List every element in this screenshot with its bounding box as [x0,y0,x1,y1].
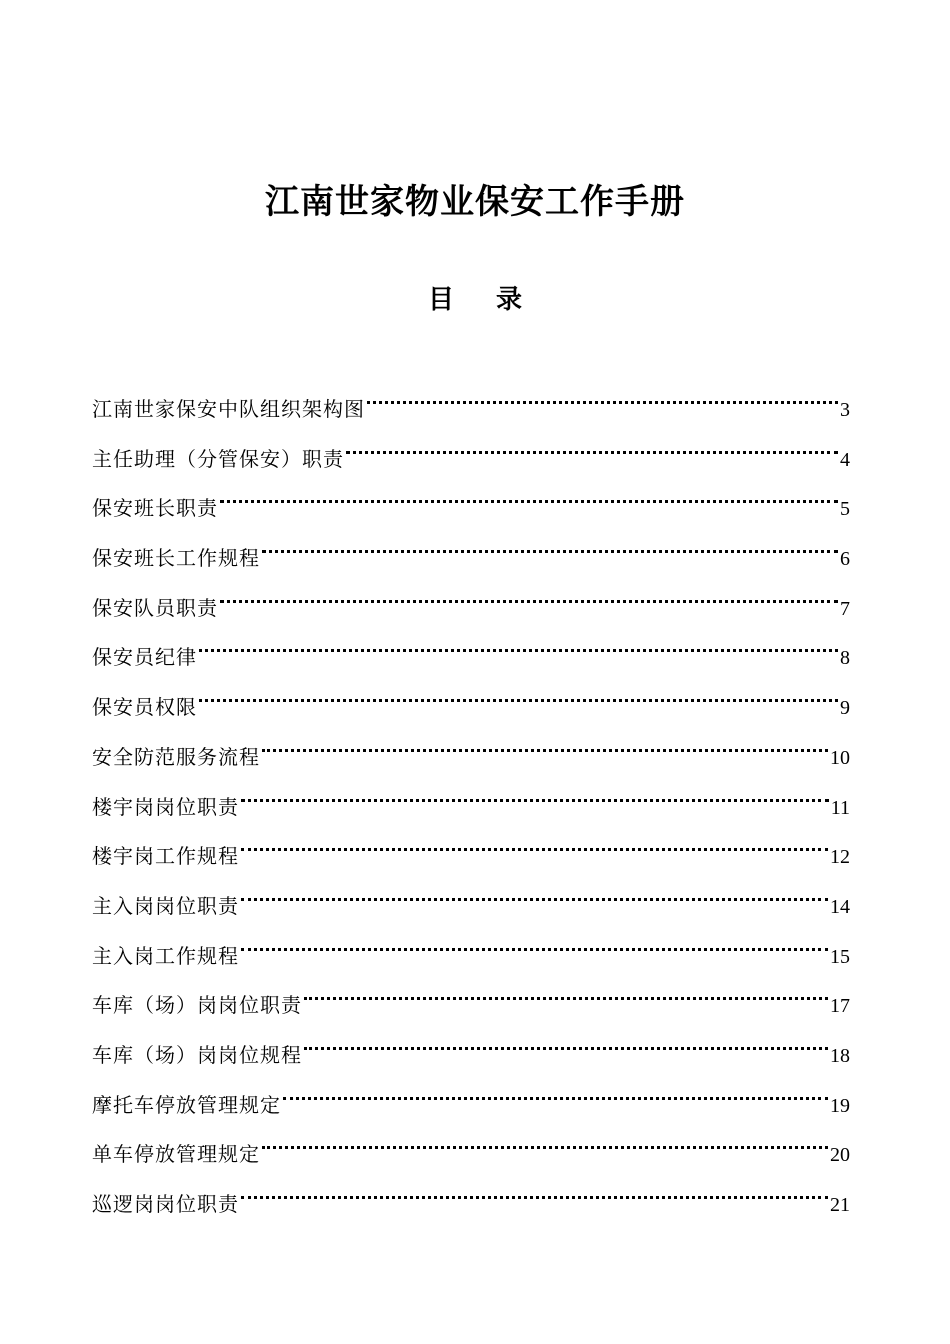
toc-entry-page-number: 15 [830,945,850,968]
toc-entry-main-entrance-duties[interactable] [92,877,850,927]
toc-dot-leader [260,728,830,764]
toc-entry-page-number: 7 [840,597,850,620]
toc-entry-org-chart[interactable] [92,380,850,430]
toc-entry-label: 江南世家保安中队组织架构图 [92,397,365,421]
toc-dot-leader [281,1076,830,1112]
toc-entry-garage-post-duties[interactable] [92,976,850,1026]
toc-heading-char-1: 目 [427,285,454,315]
toc-entry-squad-leader-procedures[interactable] [92,529,850,579]
toc-entry-page-number: 5 [840,498,850,521]
toc-entry-label: 单车停放管理规定 [92,1142,260,1167]
toc-entry-label: 安全防范服务流程 [92,744,260,769]
toc-entry-building-post-procedures[interactable] [92,827,850,877]
toc-entry-label: 楼宇岗岗位职责 [92,794,239,819]
toc-entry-main-entrance-procedures[interactable] [92,927,850,977]
toc-entry-page-number: 4 [840,448,850,471]
toc-entry-assistant-director-duties[interactable] [92,430,850,480]
toc-entry-page-number: 11 [830,796,850,819]
toc-entry-label: 保安员权限 [92,695,197,720]
toc-entry-label: 主任助理（分管保安）职责 [92,446,344,471]
toc-entry-bicycle-parking-rules[interactable] [92,1125,850,1175]
toc-entry-building-post-duties[interactable] [92,778,850,828]
toc-entry-page-number: 6 [840,548,850,571]
toc-dot-leader [239,877,830,913]
toc-entry-label: 保安员纪律 [92,645,197,670]
toc-heading-char-2: 录 [496,285,523,315]
toc-dot-leader [365,380,840,416]
toc-dot-leader [302,976,830,1012]
toc-entry-label: 车库（场）岗岗位规程 [92,1042,302,1067]
toc-entry-guard-duties[interactable] [92,579,850,629]
toc-dot-leader [239,927,830,963]
toc-entry-page-number: 3 [840,399,850,421]
toc-entry-guard-discipline[interactable] [92,628,850,678]
toc-entry-page-number: 14 [830,895,850,918]
toc-dot-leader [218,579,840,615]
toc-entry-label: 主入岗工作规程 [92,943,239,968]
document-title: 江南世家物业保安工作手册 [265,182,685,222]
toc-dot-leader [302,1026,830,1062]
toc-dot-leader [260,529,840,565]
toc-entry-garage-post-procedures[interactable] [92,1026,850,1076]
toc-dot-leader [197,678,840,714]
toc-entry-page-number: 20 [830,1144,850,1167]
toc-entry-label: 楼宇岗工作规程 [92,844,239,869]
toc-entry-page-number: 8 [840,647,850,670]
toc-entry-page-number: 18 [830,1044,850,1067]
toc-entry-page-number: 21 [830,1194,850,1216]
toc-entry-label: 主入岗岗位职责 [92,893,239,918]
toc-entry-label: 保安队员职责 [92,595,218,620]
toc-dot-leader [239,778,831,814]
toc-entry-squad-leader-duties[interactable] [92,479,850,529]
toc-dot-leader [260,1125,830,1161]
toc-entry-guard-authority[interactable] [92,678,850,728]
toc-dot-leader [239,1175,830,1211]
table-of-contents [92,380,850,1225]
toc-entry-security-service-process[interactable] [92,728,850,778]
toc-entry-label: 摩托车停放管理规定 [92,1092,281,1117]
toc-entry-label: 车库（场）岗岗位职责 [92,993,302,1018]
toc-heading [0,282,950,318]
toc-entry-label: 保安班长职责 [92,496,218,521]
toc-entry-page-number: 9 [840,697,850,720]
toc-entry-page-number: 19 [830,1094,850,1117]
toc-dot-leader [218,479,840,515]
toc-entry-label: 保安班长工作规程 [92,546,260,571]
toc-entry-label: 巡逻岗岗位职责 [92,1192,239,1216]
toc-dot-leader [344,430,840,466]
toc-dot-leader [239,827,830,863]
toc-entry-patrol-post-duties[interactable] [92,1175,850,1225]
toc-entry-page-number: 12 [830,846,850,869]
toc-entry-page-number: 17 [830,995,850,1018]
toc-dot-leader [197,628,840,664]
toc-entry-motorcycle-parking-rules[interactable] [92,1076,850,1126]
toc-entry-page-number: 10 [830,746,850,769]
